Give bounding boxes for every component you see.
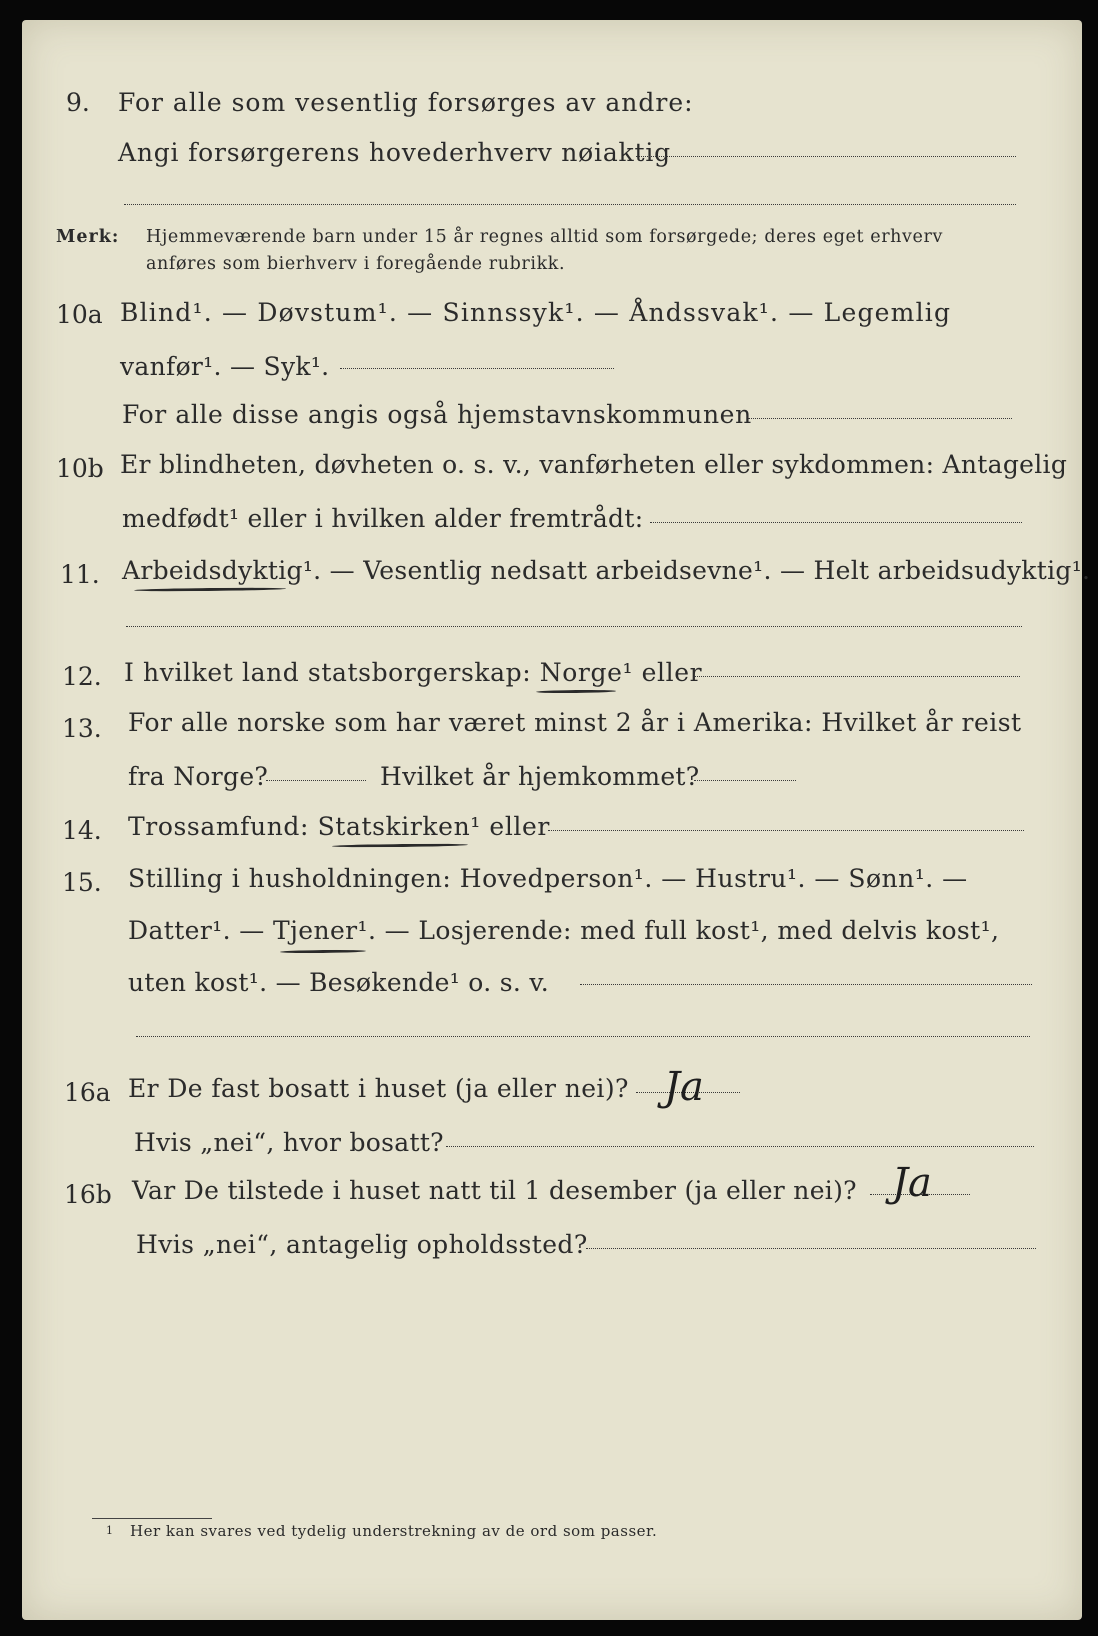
q11-number: 11.	[60, 560, 100, 589]
q10b-line-2: medfødt¹ eller i hvilken alder fremtrådt:	[122, 504, 644, 533]
q16a-where-field[interactable]	[446, 1146, 1034, 1147]
merk-line-2: anføres som bierhverv i foregående rubrikk.	[146, 254, 566, 274]
q16b-whereabouts-label: Hvis „nei“, antagelig opholdssted?	[136, 1230, 588, 1259]
q12-number: 12.	[62, 662, 102, 691]
q15-number: 15.	[62, 868, 102, 897]
q9-provider-label: Angi forsørgerens hovederhverv nøiaktig	[118, 138, 671, 167]
q13-returned-label: Hvilket år hjemkommet?	[380, 762, 700, 791]
q16a-where-label: Hvis „nei“, hvor bosatt?	[134, 1128, 444, 1157]
merk-label: Merk:	[56, 227, 120, 247]
q12-text: I hvilket land statsborgerskap: Norge¹ eller	[124, 658, 703, 687]
q10b-text: Er blindheten, døvheten o. s. v., vanførheten eller sykdommen: Antagelig	[120, 450, 1068, 479]
q10a-sick-field[interactable]	[340, 368, 614, 369]
q16b-whereabouts-field[interactable]	[586, 1248, 1036, 1249]
q15-text: Stilling i husholdningen: Hovedperson¹. — Hustru¹. — Sønn¹. —	[128, 864, 968, 893]
merk-line-1: Hjemmeværende barn under 15 år regnes alltid som forsørgede; deres eget erhverv	[146, 227, 943, 247]
q16b-handwritten-answer: Ja	[892, 1160, 932, 1206]
q10a-text: Blind¹. — Døvstum¹. — Sinnssyk¹. — Åndssvak¹. — Legemlig	[120, 298, 952, 327]
q9-text: For alle som vesentlig forsørges av andre:	[118, 88, 694, 117]
q13-number: 13.	[62, 714, 102, 743]
q15-position-field[interactable]	[580, 984, 1032, 985]
q10a-number: 10a	[56, 300, 103, 329]
footnote-text: Her kan svares ved tydelig understrekning av de ord som passer.	[130, 1522, 658, 1540]
q16a-text: Er De fast bosatt i huset (ja eller nei)?	[128, 1074, 629, 1103]
q13-left-label: fra Norge?	[128, 762, 269, 791]
footnote-rule	[92, 1518, 212, 1519]
q16a-handwritten-answer: Ja	[664, 1064, 704, 1110]
footnote-mark: 1	[106, 1524, 114, 1537]
q12-country-field[interactable]	[694, 676, 1020, 677]
q14-text: Trossamfund: Statskirken¹ eller	[128, 812, 550, 841]
q15-extra-field[interactable]	[136, 1036, 1030, 1037]
q10a-home-municipality-field[interactable]	[748, 418, 1012, 419]
q13-returned-year-field[interactable]	[694, 780, 796, 781]
q13-left-year-field[interactable]	[266, 780, 366, 781]
q14-faith-field[interactable]	[548, 830, 1024, 831]
q14-number: 14.	[62, 816, 102, 845]
q13-text: For alle norske som har været minst 2 år i Amerika: Hvilket år reist	[128, 708, 1022, 737]
q9-extra-field[interactable]	[124, 204, 1016, 205]
q10a-line-2: vanfør¹. — Syk¹.	[120, 352, 330, 381]
q11-extra-field[interactable]	[126, 626, 1022, 627]
q15-line-2: Datter¹. — Tjener¹. — Losjerende: med full kost¹, med delvis kost¹,	[128, 916, 1000, 945]
q10b-number: 10b	[56, 454, 104, 483]
q16a-number: 16a	[64, 1078, 111, 1107]
q11-text: Arbeidsdyktig¹. — Vesentlig nedsatt arbeidsevne¹. — Helt arbeidsudyktig¹.	[122, 556, 1091, 585]
q16b-text: Var De tilstede i huset natt til 1 desember (ja eller nei)?	[132, 1176, 857, 1205]
q9-number: 9.	[66, 88, 90, 117]
q10b-age-field[interactable]	[650, 522, 1022, 523]
q15-line-3: uten kost¹. — Besøkende¹ o. s. v.	[128, 968, 550, 997]
q16b-number: 16b	[64, 1180, 112, 1209]
q9-provider-field[interactable]	[636, 156, 1016, 157]
q10a-home-municipality-label: For alle disse angis også hjemstavnskommunen	[122, 400, 752, 429]
